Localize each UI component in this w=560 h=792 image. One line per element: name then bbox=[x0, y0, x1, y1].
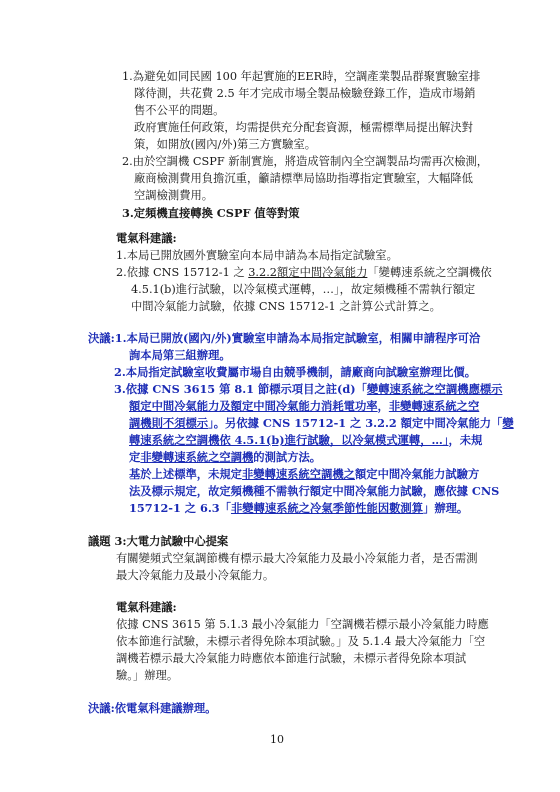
suggestion-item-1: 1.本局已開放國外實驗室向本局申請為本局指定試驗室。 bbox=[116, 249, 398, 262]
underlined-term: 變 bbox=[502, 416, 514, 430]
text-span: ， bbox=[377, 399, 389, 413]
text-span: 2.依據 CNS 15712-1 之 bbox=[116, 266, 249, 279]
issue-item-1-line-5: 策，如開放(國內/外)第三方實驗室。 bbox=[134, 138, 317, 151]
topic3-line-1: 有關變頻式空氣調節機有標示最大冷氣能力及最小冷氣能力者，是否需測 bbox=[116, 552, 478, 565]
suggestion2-line-1: 依據 CNS 3615 第 5.1.3 最小冷氣能力「空調機若標示最小冷氣能力時應 bbox=[116, 618, 489, 631]
issue-item-1-line-2: 隊待測，共花費 2.5 年才完成市場全製品檢驗登錄工作，造成市場銷 bbox=[134, 87, 476, 100]
issue-item-2-line-2: 廠商檢測費用負擔沉重，籲請標準局協助指導指定實驗室，大幅降低 bbox=[134, 172, 473, 185]
resolution-line-2: 詢本局第三組辦理。 bbox=[129, 348, 231, 362]
issue-item-1-line-1: 1.為避免如同民國 100 年起實施的EER時，空調產業製品群聚實驗室排 bbox=[122, 70, 481, 83]
suggestion2-line-3: 調機若標示最大冷氣能力時應依本節進行試驗，未標示者得免除本項試 bbox=[116, 652, 467, 665]
underlined-term: 非變轉速系統之空 bbox=[388, 399, 480, 413]
resolution-line-1: 決議:1.本局已開放(國內/外)實驗室申請為本局指定試驗室，相關申請程序可洽 bbox=[88, 331, 481, 345]
resolution-line-3: 2.本局指定試驗室收費屬市場自由競爭機制，請廠商向試驗室辦理比價。 bbox=[114, 365, 476, 379]
text-span: 15712-1 之 6.3「 bbox=[129, 501, 231, 515]
suggestion-heading: 電氣科建議: bbox=[116, 231, 177, 245]
text-span: ，未規 bbox=[448, 433, 483, 447]
issue-item-2-line-1: 2.由於空調機 CSPF 新制實施，將造成管制內全空調製品均需再次檢測， bbox=[122, 155, 489, 168]
issue-item-2-line-3: 空調檢測費用。 bbox=[134, 189, 214, 202]
text-span: 的測試方法。 bbox=[253, 450, 322, 464]
resolution-line-4 bbox=[114, 382, 502, 397]
text-span: 」。另依據 CNS 15712-1 之 3.2.2 額定中間冷氣能力「 bbox=[208, 416, 503, 430]
resolution-line-7 bbox=[129, 433, 482, 448]
text-span: 3.依據 CNS 3615 第 8.1 節標示項目之註(d)「 bbox=[114, 382, 367, 396]
resolution-line-9 bbox=[129, 467, 479, 482]
suggestion2-line-2: 依本節進行試驗，未標示者得免除本項試驗。」及 5.1.4 最大冷氣能力「空 bbox=[116, 635, 486, 648]
resolution-line-6 bbox=[129, 416, 514, 431]
issue-item-3: 3.定頻機直接轉換 CSPF 值等對策 bbox=[122, 206, 300, 220]
issue-item-1-line-4: 政府實施任何政策，均需提供充分配套資源，極需標準局提出解決對 bbox=[134, 121, 473, 134]
underlined-term: 額定中間冷氣能力及額定中間冷氣能力消耗電功率 bbox=[129, 399, 378, 413]
underlined-term: 非變轉速系統之冷氣季節性能因數測算 bbox=[230, 501, 424, 515]
underlined-term: 轉速系統之空調機依 4.5.1(b)進行試驗，以冷氣模式運轉，…」 bbox=[129, 433, 449, 447]
suggestion-item-2-line-1 bbox=[116, 265, 492, 280]
text-span: 額定中間冷氣能力試驗方 bbox=[354, 467, 480, 481]
text-span: 定 bbox=[129, 450, 141, 464]
topic3-heading: 議題 3:大電力試驗中心提案 bbox=[88, 534, 229, 548]
page-number: 10 bbox=[270, 733, 284, 746]
underlined-term: 非變轉速系統之空調機 bbox=[140, 450, 254, 464]
text-span: 「變轉速系統之空調機依 bbox=[367, 266, 492, 279]
topic3-line-2: 最大冷氣能力及最小冷氣能力。 bbox=[116, 569, 275, 582]
resolution-line-8 bbox=[129, 450, 321, 465]
suggestion-item-2-line-3: 中間冷氣能力試驗，依據 CNS 15712-1 之計算公式計算之。 bbox=[131, 300, 441, 313]
text-span: 基於上述標準，未規定 bbox=[129, 467, 242, 481]
underlined-term: 非變轉速系統空調機之 bbox=[241, 467, 355, 481]
suggestion2-line-4: 驗。」辦理。 bbox=[116, 669, 179, 682]
suggestion-item-2-line-2: 4.5.1(b)進行試驗，以冷氣模式運轉，…」，故定頻機種不需執行額定 bbox=[131, 283, 476, 296]
issue-item-1-line-3: 售不公平的問題。 bbox=[134, 104, 225, 117]
underlined-term: 3.2.2額定中間冷氣能力 bbox=[248, 266, 368, 279]
resolution-line-10: 法及標示規定，故定頻機種不需執行額定中間冷氣能力試驗，應依據 CNS bbox=[129, 484, 500, 498]
resolution-2: 決議:依電氣科建議辦理。 bbox=[88, 701, 217, 715]
suggestion-heading-2: 電氣科建議: bbox=[116, 600, 177, 614]
underlined-term: 變轉速系統之空調機應標示 bbox=[366, 382, 503, 396]
underlined-term: 調機則不須標示 bbox=[129, 416, 209, 430]
resolution-line-11 bbox=[129, 501, 468, 516]
text-span: 」辦理。 bbox=[423, 501, 469, 515]
resolution-line-5 bbox=[129, 399, 479, 414]
